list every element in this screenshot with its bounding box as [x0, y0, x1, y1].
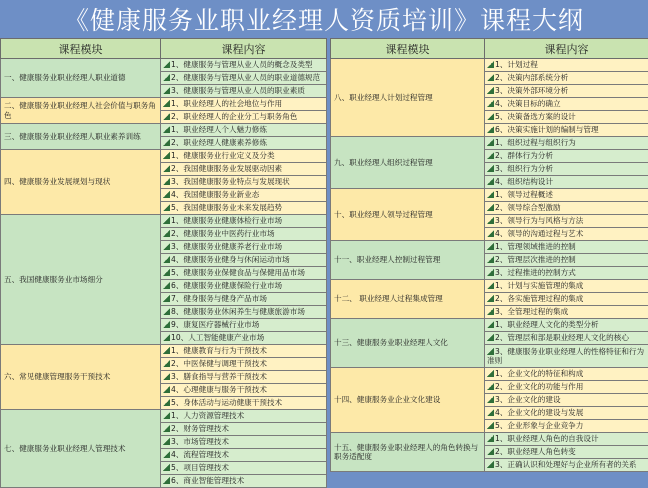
course-outline	[0, 38, 648, 480]
content-cell	[161, 241, 327, 254]
content-text: 4、组织结构设计	[495, 177, 553, 186]
content-cell	[485, 407, 648, 420]
content-text: 3、领导行为与风格与方法	[495, 216, 583, 225]
corner-marker-icon	[163, 191, 170, 198]
corner-marker-icon	[163, 308, 170, 315]
content-cell	[161, 189, 327, 202]
content-text: 1、计划与实施管理的集成	[495, 281, 583, 290]
content-cell	[161, 72, 327, 85]
content-cell	[161, 306, 327, 319]
content-text: 6、决策实施计划的编制与管理	[495, 125, 599, 134]
content-text: 4、决策目标的确立	[495, 99, 561, 108]
content-cell	[485, 254, 648, 267]
corner-marker-icon	[163, 74, 170, 81]
content-cell	[485, 319, 648, 332]
module-cell: 五、我国健康服务业市场细分	[1, 215, 161, 345]
corner-marker-icon	[487, 243, 494, 250]
corner-marker-icon	[163, 126, 170, 133]
content-text: 2、管理层和部是职业经理人文化的核心	[495, 333, 629, 342]
content-cell	[485, 267, 648, 280]
content-text: 4、领导的沟通过程与艺术	[495, 229, 583, 238]
content-text: 2、管理层次推进的控制	[495, 255, 576, 264]
content-cell	[485, 241, 648, 254]
table-row	[1, 59, 327, 72]
content-cell	[161, 215, 327, 228]
content-text: 3、健康服务业健康养老行业市场	[171, 242, 282, 251]
content-text: 2、财务管理技术	[171, 424, 229, 433]
corner-marker-icon	[163, 100, 170, 107]
module-cell: 十三、健康服务业职业经理人文化	[331, 319, 485, 368]
corner-marker-icon	[163, 412, 170, 419]
content-text: 2、我国健康服务业发展驱动因素	[171, 164, 282, 173]
content-text: 3、全管理过程的集成	[495, 307, 568, 316]
content-cell	[485, 306, 648, 319]
corner-marker-icon	[163, 399, 170, 406]
content-text: 5、我国健康服务业未来发展趋势	[171, 203, 282, 212]
corner-marker-icon	[487, 152, 494, 159]
header-row	[331, 39, 648, 59]
module-cell: 六、常见健康管理服务干预技术	[1, 345, 161, 410]
table-row	[331, 433, 648, 446]
content-cell	[161, 59, 327, 72]
table-row	[1, 124, 327, 137]
content-text: 3、市场管理技术	[171, 437, 229, 446]
corner-marker-icon	[163, 178, 170, 185]
corner-marker-icon	[163, 334, 170, 341]
content-header: 课程内容	[485, 39, 648, 59]
content-cell	[485, 98, 648, 111]
content-text: 1、计划过程	[495, 60, 538, 69]
corner-marker-icon	[487, 61, 494, 68]
content-cell	[485, 345, 648, 368]
content-text: 9、康复医疗器械行业市场	[171, 320, 259, 329]
content-cell	[161, 202, 327, 215]
content-cell	[485, 85, 648, 98]
content-text: 1、健康服务业行业定义及分类	[171, 151, 275, 160]
content-cell	[161, 254, 327, 267]
corner-marker-icon	[163, 347, 170, 354]
corner-marker-icon	[487, 461, 494, 468]
content-text: 1、职业经理人文化的类型分析	[495, 320, 599, 329]
content-cell	[485, 215, 648, 228]
content-text: 2、领导综合型激励	[495, 203, 561, 212]
content-text: 5、企业形象与企业竞争力	[495, 421, 583, 430]
content-cell	[161, 436, 327, 449]
content-text: 10、人工智能健康产业市场	[171, 333, 264, 342]
module-cell: 二、健康服务业职业经理人社会价值与职务角色	[1, 98, 161, 124]
content-text: 2、群体行为分析	[495, 151, 553, 160]
outline-table-right	[330, 38, 648, 472]
content-text: 4、心理健康与服务干预技术	[171, 385, 267, 394]
table-row	[331, 189, 648, 202]
content-cell	[161, 98, 327, 111]
corner-marker-icon	[487, 282, 494, 289]
module-cell: 九、职业经理人组织过程管理	[331, 137, 485, 189]
content-text: 1、职业经理人的社会地位与作用	[171, 99, 282, 108]
content-cell	[161, 228, 327, 241]
content-cell	[161, 449, 327, 462]
content-cell	[485, 420, 648, 433]
corner-marker-icon	[487, 165, 494, 172]
content-text: 4、流程管理技术	[171, 450, 229, 459]
content-cell	[161, 163, 327, 176]
corner-marker-icon	[487, 448, 494, 455]
header-row	[1, 39, 327, 59]
outline-table-left	[0, 38, 327, 488]
content-cell	[161, 137, 327, 150]
corner-marker-icon	[163, 282, 170, 289]
content-text: 1、健康服务与管理从业人员的概念及类型	[171, 60, 313, 69]
corner-marker-icon	[487, 409, 494, 416]
content-text: 6、健康服务业健康保险行业市场	[171, 281, 282, 290]
content-cell	[485, 202, 648, 215]
page-title: 《健康服务业职业经理人资质培训》课程大纲	[0, 0, 648, 38]
module-cell: 十二、 职业经理人过程集成管理	[331, 280, 485, 319]
corner-marker-icon	[487, 422, 494, 429]
content-cell	[485, 394, 648, 407]
content-cell	[485, 228, 648, 241]
corner-marker-icon	[163, 139, 170, 146]
corner-marker-icon	[487, 334, 494, 341]
corner-marker-icon	[487, 217, 494, 224]
content-cell	[161, 124, 327, 137]
content-text: 2、健康服务与管理从业人员的职业道德规范	[171, 73, 320, 82]
corner-marker-icon	[163, 204, 170, 211]
content-text: 1、人力资源管理技术	[171, 411, 244, 420]
content-cell	[161, 462, 327, 475]
content-text: 1、职业经理人角色的自我设计	[495, 434, 599, 443]
content-cell	[161, 384, 327, 397]
corner-marker-icon	[487, 348, 494, 355]
corner-marker-icon	[487, 321, 494, 328]
table-row	[331, 368, 648, 381]
corner-marker-icon	[487, 435, 494, 442]
corner-marker-icon	[163, 87, 170, 94]
content-text: 5、项目管理技术	[171, 463, 229, 472]
content-text: 1、领导过程概述	[495, 190, 553, 199]
content-text: 8、健康服务业休闲养生与健康旅游市场	[171, 307, 305, 316]
content-text: 4、我国健康服务业新业态	[171, 190, 259, 199]
content-cell	[161, 176, 327, 189]
table-row	[1, 410, 327, 423]
content-text: 3、膳食指导与营养干预技术	[171, 372, 267, 381]
corner-marker-icon	[487, 230, 494, 237]
content-cell	[161, 475, 327, 488]
content-text: 1、组织过程与组织行为	[495, 138, 576, 147]
content-cell	[485, 459, 648, 472]
content-text: 2、职业经理人角色转变	[495, 447, 576, 456]
corner-marker-icon	[163, 451, 170, 458]
content-cell	[161, 410, 327, 423]
corner-marker-icon	[163, 425, 170, 432]
content-cell	[161, 397, 327, 410]
corner-marker-icon	[487, 269, 494, 276]
corner-marker-icon	[487, 308, 494, 315]
corner-marker-icon	[163, 438, 170, 445]
content-text: 3、组织行为分析	[495, 164, 553, 173]
content-text: 2、中医保健与调理干预技术	[171, 359, 267, 368]
content-text: 1、企业文化的特征和构成	[495, 369, 583, 378]
content-text: 1、职业经理人个人魅力修炼	[171, 125, 267, 134]
content-cell	[485, 189, 648, 202]
content-text: 1、健康教育与行为干预技术	[171, 346, 267, 355]
corner-marker-icon	[487, 204, 494, 211]
module-cell: 十四、健康服务业企业文化建设	[331, 368, 485, 433]
content-text: 7、健身服务与健身产品市场	[171, 294, 267, 303]
content-text: 5、身体活动与运动健康干预技术	[171, 398, 282, 407]
content-cell	[161, 280, 327, 293]
table-row	[331, 241, 648, 254]
content-text: 5、决策备选方案的设计	[495, 112, 576, 121]
table-row	[331, 137, 648, 150]
content-cell	[161, 345, 327, 358]
content-cell	[485, 433, 648, 446]
module-cell: 七、健康服务业职业经理人管理技术	[1, 410, 161, 488]
corner-marker-icon	[487, 100, 494, 107]
table-row	[331, 319, 648, 332]
corner-marker-icon	[487, 191, 494, 198]
corner-marker-icon	[163, 165, 170, 172]
module-header: 课程模块	[1, 39, 161, 59]
corner-marker-icon	[163, 360, 170, 367]
content-cell	[485, 150, 648, 163]
content-text: 3、企业文化的建设	[495, 395, 561, 404]
corner-marker-icon	[163, 477, 170, 484]
corner-marker-icon	[163, 321, 170, 328]
corner-marker-icon	[163, 464, 170, 471]
module-cell: 十、职业经理人领导过程管理	[331, 189, 485, 241]
content-cell	[161, 267, 327, 280]
corner-marker-icon	[487, 126, 494, 133]
corner-marker-icon	[487, 295, 494, 302]
corner-marker-icon	[163, 269, 170, 276]
corner-marker-icon	[487, 383, 494, 390]
corner-marker-icon	[487, 74, 494, 81]
content-text: 3、健康服务业职业经理人的性格特征和行为准则	[487, 347, 644, 365]
corner-marker-icon	[487, 87, 494, 94]
corner-marker-icon	[163, 256, 170, 263]
module-header: 课程模块	[331, 39, 485, 59]
content-cell	[485, 446, 648, 459]
content-text: 2、职业经理人健康素养修炼	[171, 138, 267, 147]
content-cell	[485, 137, 648, 150]
content-text: 3、正确认识和处理好与企业所有者的关系	[495, 460, 637, 469]
content-cell	[485, 176, 648, 189]
content-cell	[161, 85, 327, 98]
content-text: 4、健康服务业健身与休闲运动市场	[171, 255, 290, 264]
module-cell: 八、职业经理人计划过程管理	[331, 59, 485, 137]
content-cell	[161, 358, 327, 371]
content-header: 课程内容	[161, 39, 327, 59]
content-cell	[485, 332, 648, 345]
corner-marker-icon	[163, 152, 170, 159]
table-row	[1, 150, 327, 163]
table-row	[331, 280, 648, 293]
module-cell: 十五、健康服务业职业经理人的角色转换与职务适配度	[331, 433, 485, 472]
content-text: 2、企业文化的功能与作用	[495, 382, 583, 391]
content-text: 3、决策外部环境分析	[495, 86, 568, 95]
content-text: 3、健康服务与管理从业人员的职业素质	[171, 86, 305, 95]
corner-marker-icon	[163, 295, 170, 302]
content-cell	[161, 319, 327, 332]
content-cell	[161, 150, 327, 163]
content-text: 2、决策内部系统分析	[495, 73, 568, 82]
table-row	[1, 345, 327, 358]
content-text: 1、健康服务业健康体检行业市场	[171, 216, 282, 225]
corner-marker-icon	[487, 370, 494, 377]
corner-marker-icon	[163, 243, 170, 250]
module-cell: 三、健康服务业职业经理人职业素养训练	[1, 124, 161, 150]
corner-marker-icon	[163, 61, 170, 68]
content-cell	[485, 111, 648, 124]
content-text: 2、各实施管理过程的集成	[495, 294, 583, 303]
module-cell: 十一、职业经理人控制过程管理	[331, 241, 485, 280]
corner-marker-icon	[487, 113, 494, 120]
content-cell	[485, 381, 648, 394]
content-cell	[485, 163, 648, 176]
content-cell	[485, 59, 648, 72]
corner-marker-icon	[163, 113, 170, 120]
module-cell: 四、健康服务业发展规划与现状	[1, 150, 161, 215]
content-cell	[161, 111, 327, 124]
content-text: 1、管理领域推进的控制	[495, 242, 576, 251]
content-cell	[161, 332, 327, 345]
content-cell	[485, 72, 648, 85]
content-cell	[161, 423, 327, 436]
content-text: 5、健康服务业保健食品与保健用品市场	[171, 268, 305, 277]
corner-marker-icon	[163, 230, 170, 237]
content-cell	[161, 371, 327, 384]
corner-marker-icon	[163, 217, 170, 224]
corner-marker-icon	[487, 256, 494, 263]
content-text: 3、我国健康服务业特点与发展现状	[171, 177, 290, 186]
content-text: 6、商业智能管理技术	[171, 476, 244, 485]
content-text: 3、过程推进的控制方式	[495, 268, 576, 277]
content-cell	[485, 280, 648, 293]
content-cell	[485, 124, 648, 137]
corner-marker-icon	[163, 386, 170, 393]
content-cell	[485, 293, 648, 306]
table-row	[1, 215, 327, 228]
content-cell	[485, 368, 648, 381]
module-cell: 一、健康服务业职业经理人职业道德	[1, 59, 161, 98]
content-cell	[161, 293, 327, 306]
corner-marker-icon	[163, 373, 170, 380]
table-row	[1, 98, 327, 111]
table-row	[331, 59, 648, 72]
content-text: 2、健康服务业中医药行业市场	[171, 229, 275, 238]
content-text: 4、企业文化的建设与发展	[495, 408, 583, 417]
corner-marker-icon	[487, 139, 494, 146]
corner-marker-icon	[487, 396, 494, 403]
corner-marker-icon	[487, 178, 494, 185]
content-text: 2、职业经理人的企业分工与职务角色	[171, 112, 297, 121]
